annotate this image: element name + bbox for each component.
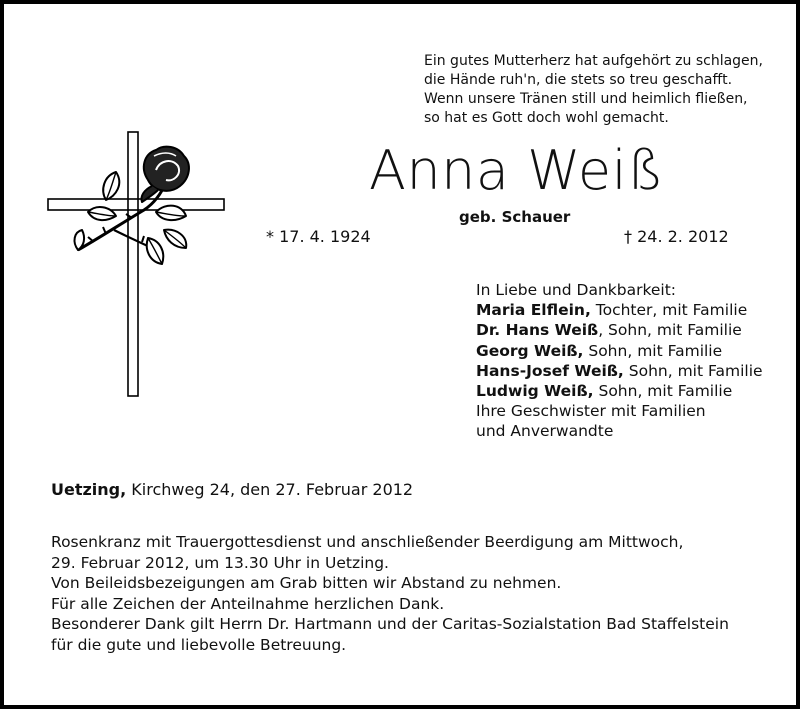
mourner-name: Georg Weiß, <box>476 341 584 360</box>
mourners-list <box>476 280 763 442</box>
notice-line: Von Beileidsbezeigungen am Grab bitten wir Abstand zu nehmen. <box>51 574 562 592</box>
mourners-others: und Anverwandte <box>476 422 614 441</box>
poem-line: Ein gutes Mutterherz hat aufgehört zu schlagen, <box>424 53 763 69</box>
cross-with-rose-icon <box>44 130 234 400</box>
mourner-name: Hans-Josef Weiß, <box>476 361 624 380</box>
deceased-name: Anna Weiß <box>369 139 665 202</box>
mourners-intro: In Liebe und Dankbarkeit: <box>476 281 677 299</box>
list-item <box>476 361 763 381</box>
funeral-notice <box>51 532 729 655</box>
mourner-name: Dr. Hans Weiß <box>476 321 599 340</box>
poem-line: Wenn unsere Tränen still und heimlich fließen, <box>424 91 748 107</box>
memorial-poem <box>424 52 763 128</box>
poem-line: so hat es Gott doch wohl gemacht. <box>424 110 669 126</box>
notice-line: für die gute und liebevolle Betreuung. <box>51 635 347 654</box>
mourner-relation: Sohn, mit Familie <box>593 382 733 401</box>
notice-line: Rosenkranz mit Trauergottesdienst und anschließender Beerdigung am Mittwoch, <box>51 533 684 551</box>
mourner-name: Maria Elflein, <box>476 301 591 320</box>
notice-line: Für alle Zeichen der Anteilnahme herzlichen Dank. <box>51 594 445 613</box>
mourners-others: Ihre Geschwister mit Familien <box>476 402 706 421</box>
death-date: † 24. 2. 2012 <box>624 227 729 246</box>
notice-line: Besonderer Dank gilt Herrn Dr. Hartmann und der Caritas-Sozialstation Bad Staffelstein <box>51 615 729 633</box>
list-item <box>476 381 763 401</box>
list-item <box>476 320 763 340</box>
notice-line: 29. Februar 2012, um 13.30 Uhr in Uetzing. <box>51 553 389 572</box>
town-name: Uetzing, <box>51 480 127 499</box>
mourner-relation: Tochter, mit Familie <box>590 301 748 320</box>
mourner-relation: Sohn, mit Familie <box>583 341 723 360</box>
address-and-date: Kirchweg 24, den 27. Februar 2012 <box>126 480 414 499</box>
poem-line: die Hände ruh'n, die stets so treu geschafft. <box>424 72 733 88</box>
list-item <box>476 341 763 361</box>
mourner-name: Ludwig Weiß, <box>476 382 594 401</box>
mourner-relation: , Sohn, mit Familie <box>598 321 742 340</box>
mourner-relation: Sohn, mit Familie <box>623 361 763 380</box>
birth-date: * 17. 4. 1924 <box>266 227 371 246</box>
place-and-date <box>51 480 413 499</box>
maiden-name: geb. Schauer <box>459 208 571 226</box>
list-item <box>476 300 763 320</box>
